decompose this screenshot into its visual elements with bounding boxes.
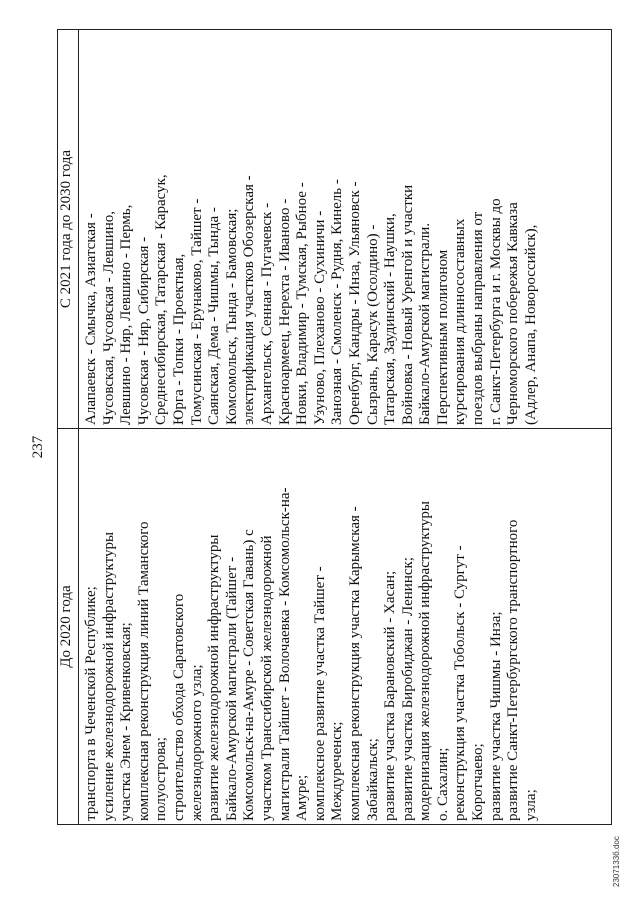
- text-line: транспорта в Чеченской Республике;: [83, 586, 99, 821]
- text-line: реконструкция участка Тобольск - Сургут -: [452, 545, 469, 821]
- left-column-header: До 2020 года: [58, 429, 79, 825]
- text-line: Чусовская - Няр, Сибирская -: [135, 236, 152, 425]
- text-line: полуострова;: [153, 737, 170, 821]
- text-line: Комсомольск-на-Амуре - Советская Гавань) с: [241, 529, 258, 821]
- text-line: строительство обхода Саратовского: [170, 593, 187, 821]
- text-line: участка Энем - Кривенковская;: [118, 622, 135, 821]
- text-line: Войновка - Новый Уренгой и участки: [399, 184, 416, 425]
- text-line: Среднесибирская, Татарская - Карасук,: [153, 174, 170, 425]
- page-number: 237: [30, 435, 46, 459]
- text-line: развитие участка Чишмы - Инза;: [487, 611, 504, 821]
- text-line: усиление железнодорожной инфраструктуры: [100, 531, 117, 821]
- text-line: Амуре;: [294, 774, 311, 821]
- text-line: узла;: [522, 789, 539, 821]
- text-line: Байкало-Амурской магистрали.: [417, 222, 434, 425]
- left-column-cell: [79, 429, 612, 825]
- text-line: железнодорожного узла;: [188, 664, 205, 821]
- text-line: комплексная реконструкция линий Таманского: [135, 521, 152, 821]
- content-row: [79, 30, 612, 825]
- text-line: электрификация участков Обозерская -: [241, 175, 258, 425]
- header-row: [58, 30, 79, 825]
- text-line: Забайкальск;: [364, 738, 381, 821]
- text-line: Перспективным полигоном: [434, 249, 451, 425]
- text-line: Комсомольск, Тында - Бамовская;: [223, 208, 240, 425]
- text-line: Чусовская, Чусовская - Левшино,: [100, 210, 117, 425]
- text-line: модернизация железнодорожной инфраструктуры: [417, 501, 434, 821]
- text-line: г. Санкт-Петербурга и г. Москвы до: [487, 198, 504, 425]
- text-line: развитие железнодорожной инфраструктуры: [206, 534, 223, 821]
- plan-table: [57, 29, 612, 825]
- right-column-header: С 2021 года до 2030 года: [58, 30, 79, 429]
- document-code: 2307133б.doc: [612, 836, 621, 887]
- text-line: Новки, Владимир - Тумская, Рыбное -: [294, 182, 311, 425]
- text-line: поездов выбраны направления от: [470, 211, 487, 425]
- right-column-cell: [79, 30, 612, 429]
- text-line: Архангельск, Сенная - Пугачевск -: [258, 202, 275, 425]
- text-line: развитие участка Барановский - Хасан;: [382, 570, 399, 821]
- text-line: Занозная - Смоленск - Рудня, Кинель -: [329, 179, 346, 425]
- text-line: развитие участка Биробиджан - Ленинск;: [399, 557, 416, 821]
- text-line: Томусинская - Ерунаково, Тайшет -: [188, 198, 205, 425]
- text-line: Оренбург, Кандры - Инза, Ульяновск -: [346, 181, 363, 425]
- text-line: Саянская, Дема - Чишмы, Тында -: [206, 207, 223, 425]
- text-line: магистрали Тайшет - Волочаевка - Комсомольск-на-: [276, 487, 293, 821]
- text-line: (Адлер, Анапа, Новороссийск),: [522, 224, 539, 425]
- text-line: курсирования длинносоставных: [452, 218, 469, 425]
- text-line: Красноармеец, Нерехта - Иваново -: [276, 198, 293, 425]
- text-line: Коротчаево;: [470, 743, 487, 821]
- text-line: Алапаевск - Смычка, Азиатская -: [83, 213, 99, 425]
- text-line: Междуреченск;: [329, 721, 346, 821]
- text-line: Байкало-Амурской магистрали (Тайшет -: [223, 556, 240, 821]
- text-line: комплексная реконструкция участка Карымская -: [346, 506, 363, 821]
- text-line: Узуново, Плеханово - Сухиничи -: [311, 210, 328, 425]
- text-line: развитие Санкт-Петербургского транспортного: [505, 519, 522, 821]
- text-line: Черноморского побережья Кавказа: [505, 202, 522, 425]
- text-line: о. Сахалин;: [434, 747, 451, 821]
- text-line: Сызрань, Карасук (Осолдино) -: [364, 224, 381, 425]
- text-line: Юрга - Топки - Проектная,: [170, 253, 187, 425]
- text-line: Левшино - Няр, Левшино - Пермь,: [118, 204, 135, 425]
- text-line: участком Транссибирской железнодорожной: [258, 535, 275, 821]
- text-line: комплексное развитие участка Тайшет -: [311, 566, 328, 821]
- text-line: Татарская, Заудинский - Наушки,: [382, 213, 399, 425]
